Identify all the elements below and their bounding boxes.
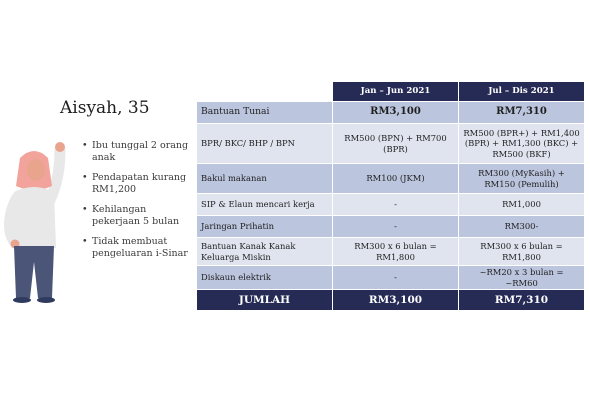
table-row (197, 216, 585, 238)
cell-jul-dis: ~RM20 x 3 bulan = ~RM60 (459, 266, 585, 290)
total-row (197, 290, 585, 311)
persona-points (82, 140, 192, 268)
column-header-jul-dis: Jul – Dis 2021 (459, 82, 585, 102)
cell-jul-dis: RM7,310 (459, 102, 585, 124)
row-label: Bakul makanan (197, 164, 333, 194)
cell-jan-jun: - (333, 194, 459, 216)
table-row (197, 124, 585, 164)
total-jul-dis: RM7,310 (459, 290, 585, 311)
cell-jan-jun: - (333, 216, 459, 238)
cell-jul-dis: RM300- (459, 216, 585, 238)
cell-jul-dis: RM300 (MyKasih) + RM150 (Pemulih) (459, 164, 585, 194)
cell-jul-dis: RM1,000 (459, 194, 585, 216)
row-label: Jaringan Prihatin (197, 216, 333, 238)
trousers (14, 246, 54, 298)
row-label: SIP & Elaun mencari kerja (197, 194, 333, 216)
cell-jul-dis: RM500 (BPR+) + RM1,400 (BPR) + RM1,300 (BKC) + RM500 (BKF) (459, 124, 585, 164)
cell-jan-jun: - (333, 266, 459, 290)
row-label: Bantuan Kanak Kanak Keluarga Miskin (197, 238, 333, 266)
row-label: Bantuan Tunai (197, 102, 333, 124)
cell-jan-jun: RM300 x 6 bulan = RM1,800 (333, 238, 459, 266)
table-row (197, 238, 585, 266)
persona-name: Aisyah, 35 (60, 98, 150, 118)
column-header-jan-jun: Jan – Jun 2021 (333, 82, 459, 102)
cell-jan-jun: RM3,100 (333, 102, 459, 124)
table-header-row (197, 82, 585, 102)
row-label: BPR/ BKC/ BHP / BPN (197, 124, 333, 164)
woman-figure-illustration (0, 138, 80, 306)
persona-point: • Tidak membuat pengeluaran i-Sinar (82, 236, 192, 260)
total-label: JUMLAH (197, 290, 333, 311)
total-jan-jun: RM3,100 (333, 290, 459, 311)
table-row (197, 164, 585, 194)
cell-jan-jun: RM100 (JKM) (333, 164, 459, 194)
raised-hand (55, 142, 65, 152)
left-shoe (13, 297, 31, 303)
persona-point: • Pendapatan kurang RM1,200 (82, 172, 192, 196)
persona-point: • Kehilangan pekerjaan 5 bulan (82, 204, 192, 228)
table-row (197, 194, 585, 216)
face (27, 159, 45, 181)
header-blank-cell (197, 82, 333, 102)
persona-point: • Ibu tunggal 2 orang anak (82, 140, 192, 164)
row-label: Diskaun elektrik (197, 266, 333, 290)
cell-jan-jun: RM500 (BPN) + RM700 (BPR) (333, 124, 459, 164)
right-shoe (37, 297, 55, 303)
table-row (197, 102, 585, 124)
cell-jul-dis: RM300 x 6 bulan = RM1,800 (459, 238, 585, 266)
table-row (197, 266, 585, 290)
aid-comparison-table (196, 81, 585, 311)
